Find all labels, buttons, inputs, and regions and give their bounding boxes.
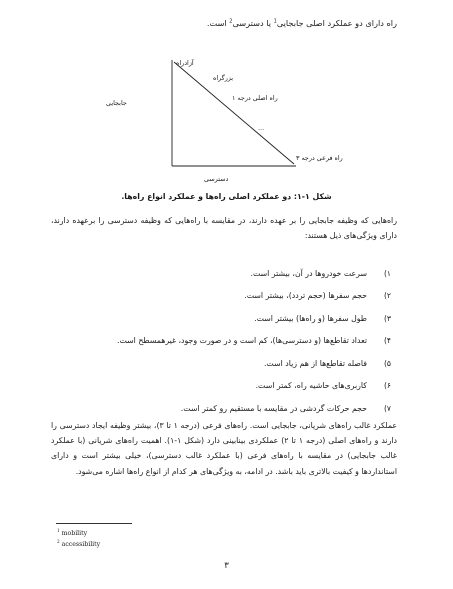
intro-line (207, 18, 397, 28)
intro-text-after: است. (206, 18, 230, 28)
label-main-road: راه اصلی درجه ۱ (232, 94, 278, 102)
y-axis-label: جابجایی (106, 99, 127, 107)
intro-text-before: راه دارای دو عملکرد اصلی جابجایی (276, 18, 397, 28)
footnote-2 (57, 539, 100, 548)
footnote-1 (57, 528, 87, 537)
list-item (71, 352, 391, 375)
list-item-number: ۶) (383, 381, 391, 391)
list-item-text: کاربری‌های حاشیه راه، کمتر است. (255, 381, 367, 391)
footnote-text: accessibility (61, 541, 101, 549)
list-item-number: ۳) (383, 313, 391, 323)
footnote-text: mobility (61, 530, 88, 538)
label-expressway: بزرگراه (213, 74, 234, 82)
footnote-divider (56, 523, 132, 524)
figure-caption: شکل ۱-۱: دو عملکرد اصلی راه‌ها و عملکرد انواع راه‌ها. (121, 192, 332, 201)
list-item-text: تعداد تقاطع‌ها (و دسترسی‌ها)، کم است و در صورت وجود، غیرهمسطح است. (117, 336, 367, 346)
list-item (71, 397, 391, 420)
list-item-number: ۴) (383, 336, 391, 346)
list-item-number: ۱) (383, 268, 391, 278)
road-function-diagram (100, 44, 360, 194)
list-item-number: ۷) (383, 403, 391, 413)
footnote-ref-2: 2 (229, 18, 233, 25)
paragraph-arterial: عملکرد غالب راه‌های شریانی، جابجایی است. راه‌های فرعی (درجه ۱ تا ۳)، بیشتر وظیفه ایجاد دسترسی را دارند و راه‌های اصلی (درجه ۱ تا ۲) عملکردی بینابینی دارد (شکل ۱-۱). اهمیت راه‌های شریانی (با عملکرد غالب جابجایی) در مقایسه با راه‌های فرعی (با عملکرد غالب دسترسی)، خیلی بیشتر است و دارای استانداردها و کیفیت بالاتری باید باشد. در ادامه، به ویژگی‌های هر کدام از انواع راه‌ها اشاره می‌شود. (51, 421, 397, 476)
list-item-number: ۲) (383, 291, 391, 301)
list-item-text: حجم سفرها (حجم تردد)، بیشتر است. (244, 291, 367, 301)
list-item-text: فاصله تقاطع‌ها از هم زیاد است. (263, 358, 367, 368)
diagram-graphic (100, 44, 360, 194)
label-ellipsis: ... (258, 124, 265, 132)
footnote-ref-1: 1 (273, 18, 277, 25)
intro-text-mid: یا دسترسی (232, 18, 274, 28)
properties-list (71, 262, 391, 420)
list-item-text: حجم حرکات گردشی در مقایسه با مستقیم رو کمتر است. (180, 403, 367, 413)
label-freeway: آزادراه (176, 59, 194, 67)
list-item (71, 330, 391, 353)
function-diagonal-line (174, 62, 294, 164)
list-item-number: ۵) (383, 358, 391, 368)
footnote-number: 1 (57, 528, 60, 533)
list-item (71, 285, 391, 308)
page-number: ۳ (224, 561, 229, 571)
x-axis-label: دسترسی (204, 175, 229, 183)
list-item (71, 262, 391, 285)
label-minor-road: راه فرعی درجه ۳ (296, 154, 343, 162)
list-item-text: طول سفرها (و راه‌ها) بیشتر است. (254, 313, 367, 323)
list-item (71, 375, 391, 398)
footnote-number: 2 (57, 539, 60, 544)
paragraph-intro: راه‌هایی که وظیفه جابجایی را بر عهده دارند، در مقایسه با راه‌هایی که وظیفه دسترسی را برعهده دارند، دارای ویژگی‌های ذیل هستند: (51, 216, 397, 241)
list-item-text: سرعت خودروها در آن، بیشتر است. (250, 268, 367, 278)
list-item (71, 307, 391, 330)
